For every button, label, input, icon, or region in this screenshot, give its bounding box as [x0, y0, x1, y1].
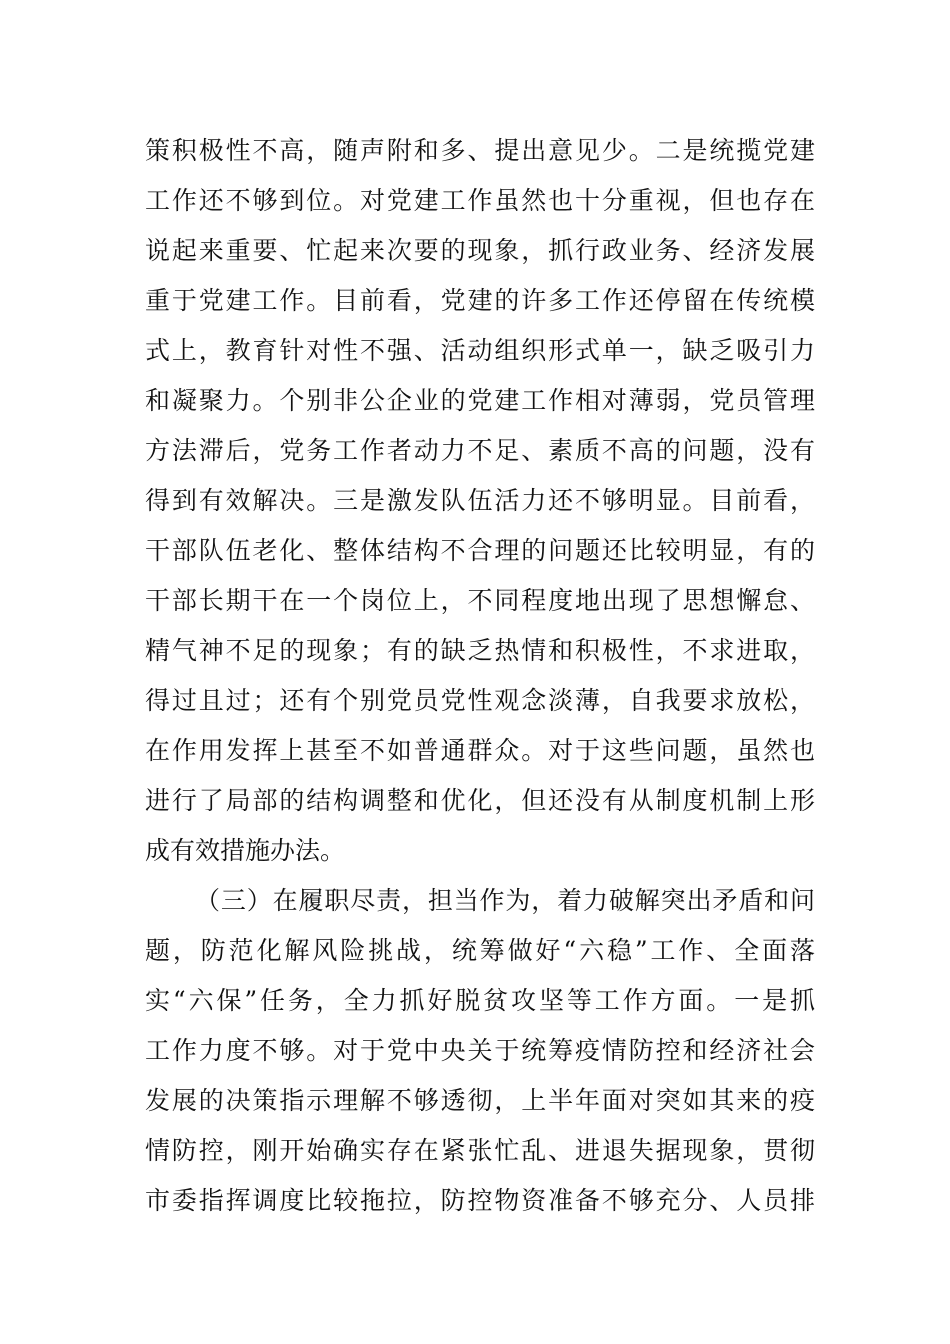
text-line: 题，防范化解风险挑战，统筹做好“六稳”工作、全面落 [145, 936, 815, 965]
text-line: 方法滞后，党务工作者动力不足、素质不高的问题，没有 [145, 436, 815, 465]
text-line: 成有效措施办法。 [145, 836, 346, 865]
text-line: 干部长期干在一个岗位上，不同程度地出现了思想懈怠、 [145, 586, 815, 615]
text-line: 说起来重要、忙起来次要的现象，抓行政业务、经济发展 [145, 236, 815, 265]
text-line: 市委指挥调度比较拖拉，防控物资准备不够充分、人员排 [145, 1186, 815, 1215]
text-line: 工作还不够到位。对党建工作虽然也十分重视，但也存在 [145, 186, 815, 215]
text-line: 式上，教育针对性不强、活动组织形式单一，缺乏吸引力 [145, 336, 815, 365]
body-text [145, 126, 815, 1226]
text-line: 精气神不足的现象；有的缺乏热情和积极性，不求进取， [145, 636, 815, 665]
text-line: 进行了局部的结构调整和优化，但还没有从制度机制上形 [145, 786, 815, 815]
text-line: 情防控，刚开始确实存在紧张忙乱、进退失据现象，贯彻 [145, 1136, 815, 1165]
text-line: 在作用发挥上甚至不如普通群众。对于这些问题，虽然也 [145, 736, 815, 765]
text-line: 和凝聚力。个别非公企业的党建工作相对薄弱，党员管理 [145, 386, 815, 415]
text-line: 重于党建工作。目前看，党建的许多工作还停留在传统模 [145, 286, 815, 315]
text-line: 得到有效解决。三是激发队伍活力还不够明显。目前看， [145, 486, 815, 515]
text-line: 得过且过；还有个别党员党性观念淡薄，自我要求放松， [145, 686, 815, 715]
section-heading-line: （三）在履职尽责，担当作为，着力破解突出矛盾和问 [195, 886, 815, 915]
text-line: 发展的决策指示理解不够透彻，上半年面对突如其来的疫 [145, 1086, 815, 1115]
text-line: 实“六保”任务，全力抓好脱贫攻坚等工作方面。一是抓 [145, 986, 815, 1015]
text-line: 工作力度不够。对于党中央关于统筹疫情防控和经济社会 [145, 1036, 815, 1065]
text-line: 干部队伍老化、整体结构不合理的问题还比较明显，有的 [145, 536, 815, 565]
text-line: 策积极性不高，随声附和多、提出意见少。二是统揽党建 [145, 136, 815, 165]
